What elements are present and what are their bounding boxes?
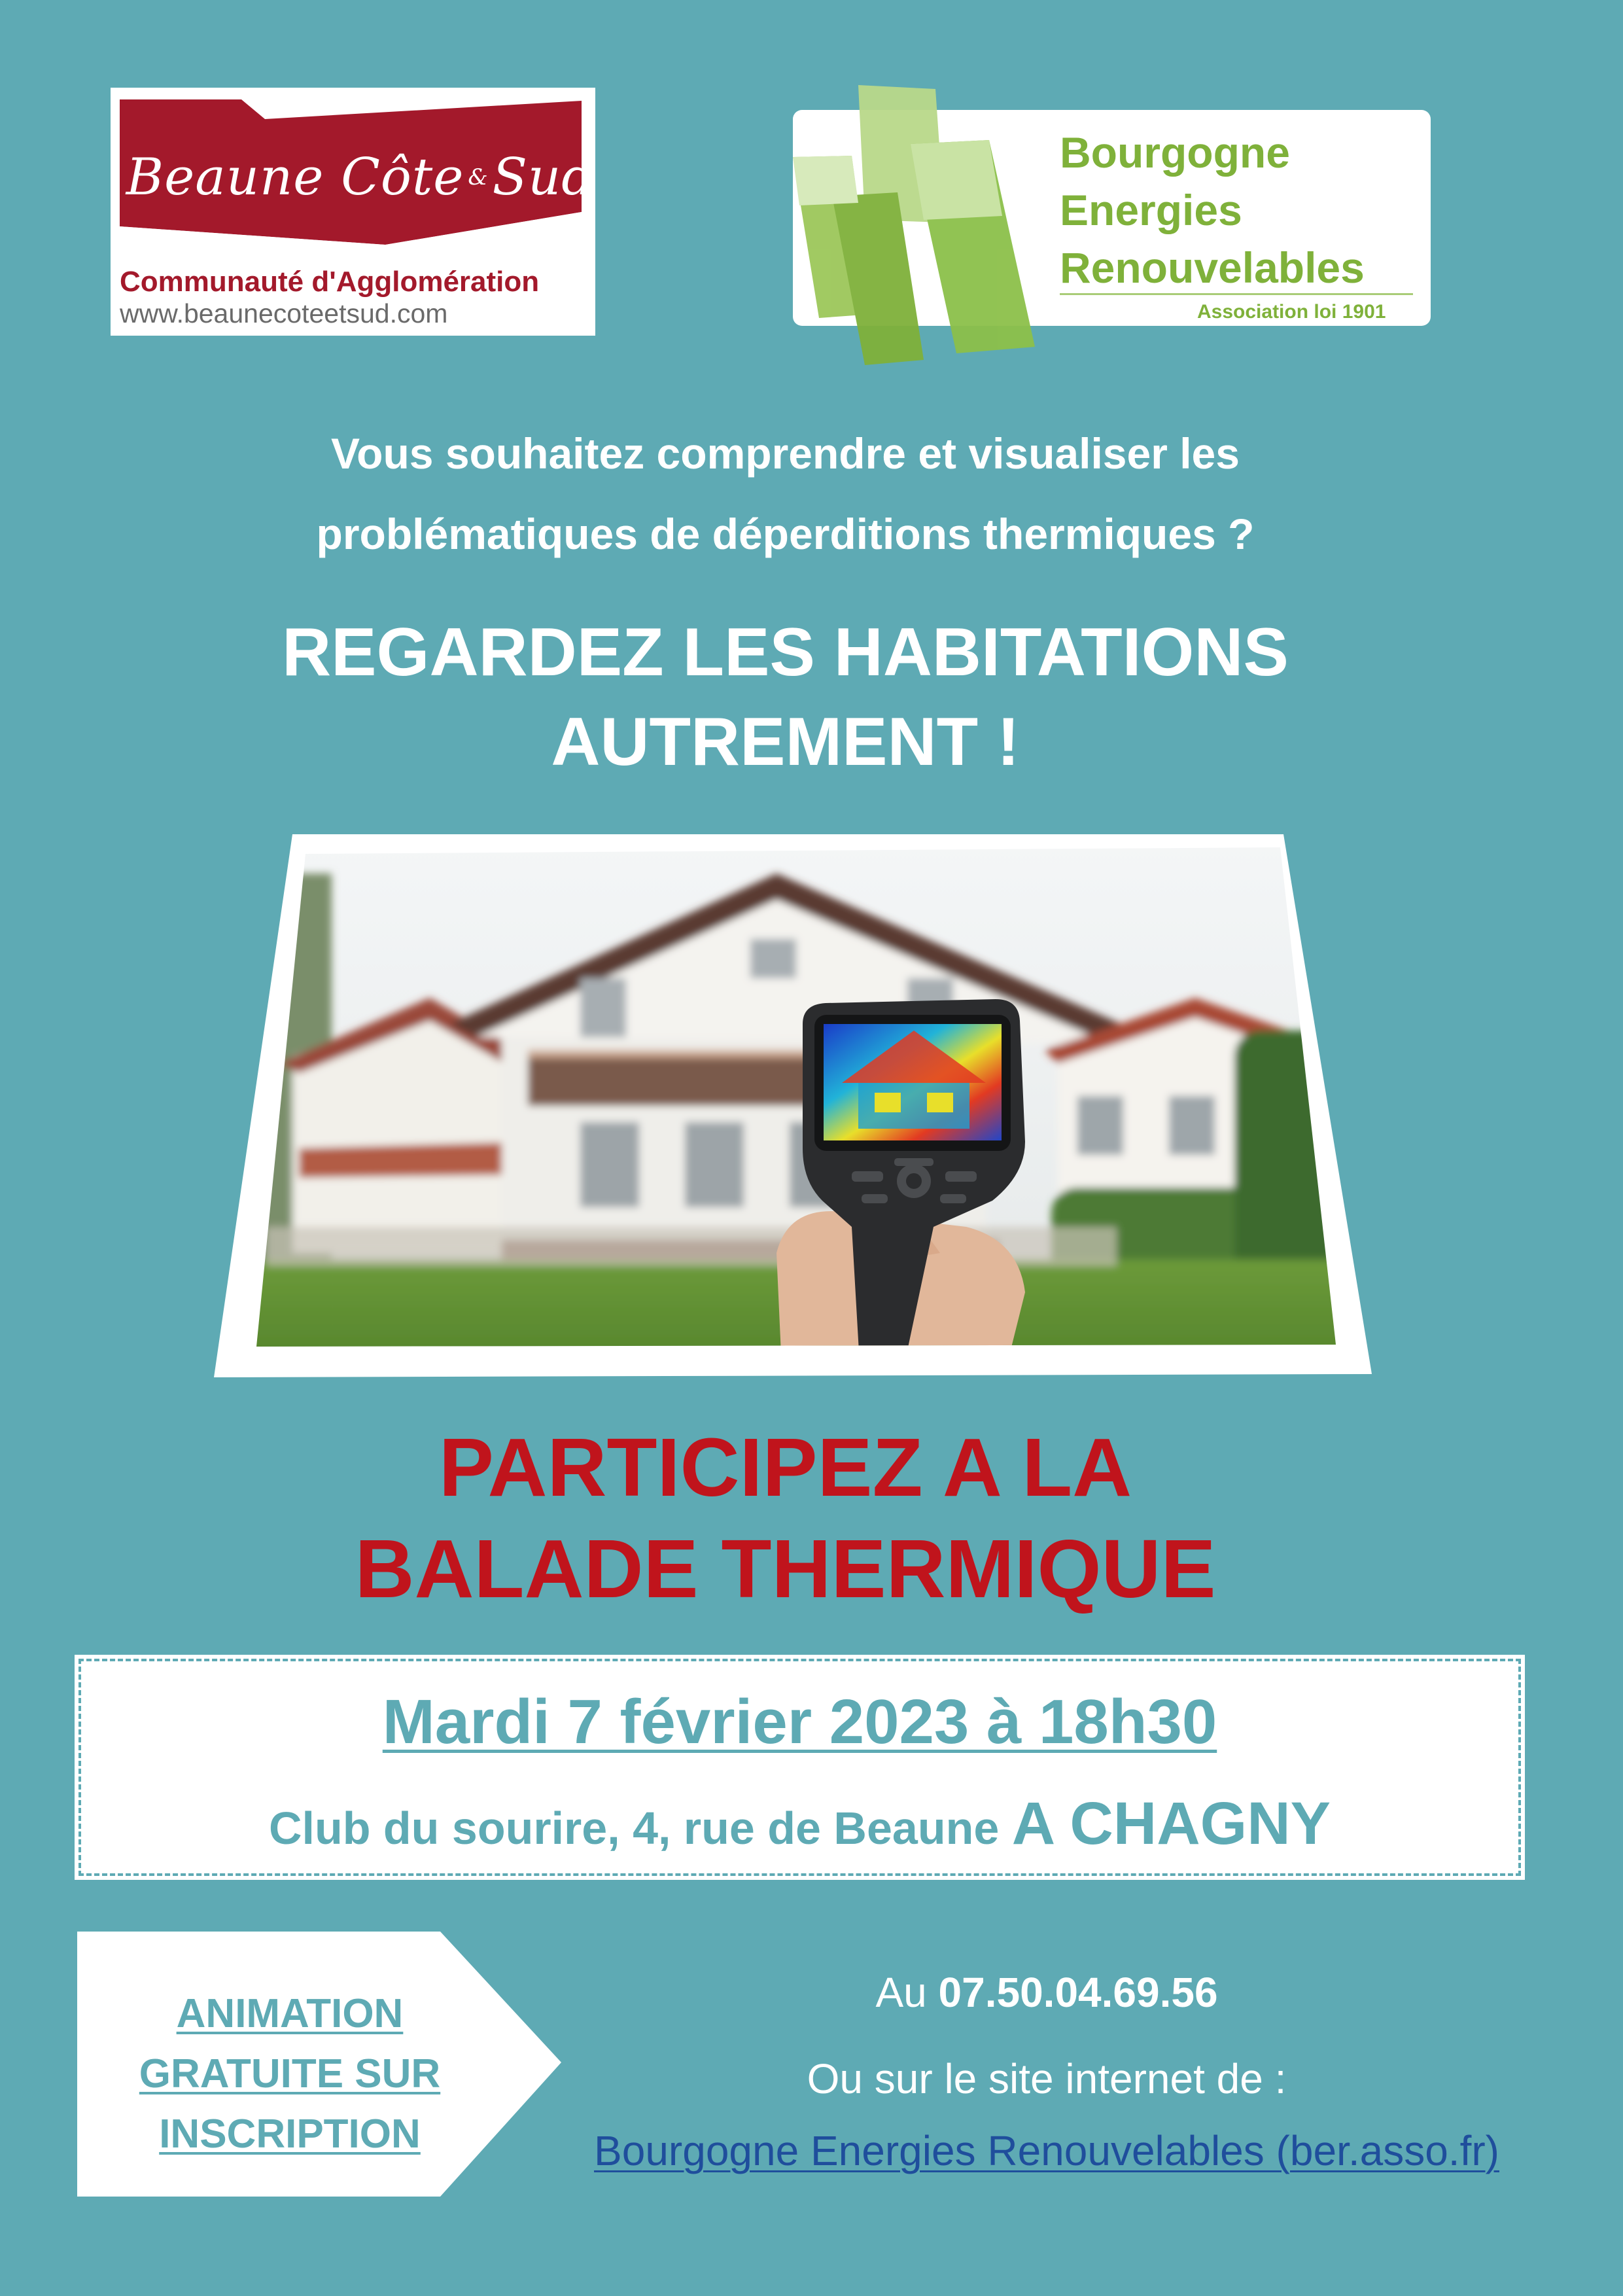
cta-line-2: BALADE THERMIQUE (355, 1523, 1216, 1615)
ber-logo-line1: Bourgogne (1060, 128, 1290, 177)
signup-text: ANIMATION GRATUITE SUR INSCRIPTION (139, 1991, 441, 2157)
event-venue: Club du sourire, 4, rue de Beaune (268, 1803, 1000, 1854)
beaune-logo-website: www.beaunecoteetsud.com (120, 298, 448, 328)
event-details-box (79, 1659, 1521, 1876)
phone-number[interactable]: 07.50.04.69.56 (938, 1969, 1218, 2016)
beaune-logo-name: Beaune Côte & Sud (126, 148, 595, 207)
ber-website-link[interactable]: Bourgogne Energies Renouvelables (ber.asso.fr) (594, 2127, 1499, 2174)
thermal-photo (214, 834, 1378, 1381)
intro-line-1: Vous souhaitez comprendre et visualiser les (331, 429, 1240, 478)
ber-logo-tagline: Association loi 1901 (1197, 301, 1386, 323)
ber-logo (793, 85, 1431, 365)
signup-badge (77, 1932, 561, 2197)
site-intro: Ou sur le site internet de : (807, 2055, 1287, 2102)
ber-logo-line3: Renouvelables (1060, 243, 1365, 292)
ber-logo-rule (1060, 293, 1413, 295)
ber-logo-panels-icon (793, 85, 1068, 365)
event-place (81, 1790, 1518, 1858)
phone-line: Au 07.50.04.69.56 (875, 1969, 1218, 2016)
event-date: Mardi 7 février 2023 à 18h30 (382, 1687, 1217, 1757)
intro-line-2: problématiques de déperditions thermiques ? (316, 510, 1255, 558)
cta-line-1: PARTICIPEZ A LA (438, 1421, 1132, 1513)
headline-line-1: REGARDEZ LES HABITATIONS (282, 614, 1289, 690)
beaune-cote-sud-logo (111, 88, 595, 336)
ber-logo-line2: Energies (1060, 186, 1242, 234)
event-town: A CHAGNY (1011, 1790, 1331, 1857)
headline-line-2: AUTREMENT ! (551, 704, 1020, 780)
beaune-logo-subtitle: Communauté d'Agglomération (120, 266, 540, 298)
